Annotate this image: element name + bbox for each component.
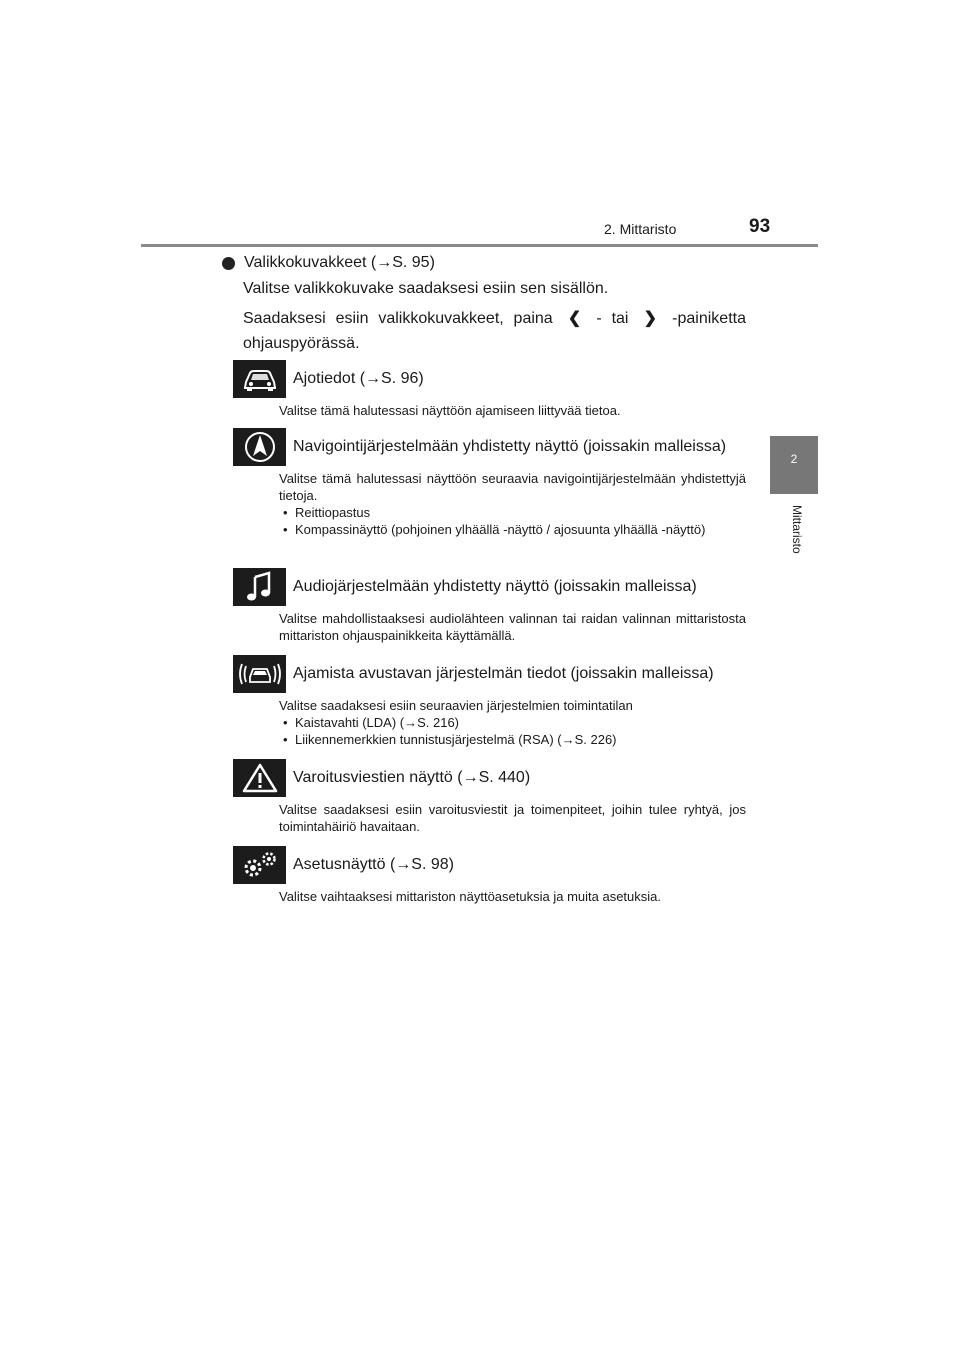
item-title: Asetusnäyttö (→S. 98) [293,856,454,873]
item-description: Valitse vaihtaaksesi mittariston näyttöasetuksia ja muita asetuksia. [279,889,661,904]
intro-heading [222,254,746,272]
item-description: Valitse mahdollistaaksesi audiolähteen valinnan tai raidan valinnan mittaristosta mittariston ohjauspainikkeita käyttämällä. [279,611,746,643]
list-item: • Kaistavahti (LDA) (→S. 216) [279,714,746,731]
compass-icon [233,428,286,466]
item-title: Ajotiedot (→S. 96) [293,370,424,387]
menu-item-settings [233,846,746,905]
intro-line-2-c: -painiketta ohjauspyörässä. [243,310,746,352]
page-number: 93 [749,216,771,237]
driver-assist-icon [233,655,286,693]
section-title: 2. Mittaristo [604,221,677,237]
item-title: Audiojärjestelmään yhdistetty näyttö (joissakin malleissa) [293,578,697,595]
intro-section [222,254,746,356]
item-title: Navigointijärjestelmään yhdistetty näyttö (joissakin malleissa) [293,438,727,455]
item-description-text: Valitse saadaksesi esiin seuraavien järjestelmien toimintatilan [279,698,633,713]
menu-item-drive-info [233,360,746,419]
chapter-tab [770,436,818,494]
chapter-label: Mittaristo [790,505,804,554]
list-item: • Kompassinäyttö (pohjoinen ylhäällä -näyttö / ajosuunta ylhäällä -näyttö) [279,521,746,538]
list-item: • Liikennemerkkien tunnistusjärjestelmä (RSA) (→S. 226) [279,731,746,748]
right-arrow-icon: ❯ [643,310,658,327]
left-arrow-icon: ❮ [567,310,582,327]
gears-icon [233,846,286,884]
car-front-icon [233,360,286,398]
header-divider [141,244,818,247]
bullet-icon [222,257,235,270]
music-note-icon [233,568,286,606]
item-title: Varoitusviestien näyttö (→S. 440) [293,769,531,786]
menu-item-driver-assist [233,655,746,748]
item-description: Valitse saadaksesi esiin varoitusviestit ja toimenpiteet, joihin tulee ryhtyä, jos toimintahäiriö havaitaan. [279,802,746,834]
menu-item-navigation [233,428,746,538]
intro-heading-text: Valikkokuvakkeet (→S. 95) [244,254,435,271]
intro-line-2-b: - tai [596,310,629,327]
item-title: Ajamista avustavan järjestelmän tiedot (joissakin malleissa) [293,665,714,682]
item-description-text: Valitse tämä halutessasi näyttöön seuraavia navigointijärjestelmään yhdistettyjä tietoja. [279,471,746,503]
chapter-number: 2 [790,452,798,466]
intro-line-1: Valitse valikkokuvake saadaksesi esiin sen sisällön. [243,280,609,297]
menu-item-audio [233,568,746,644]
item-description: Valitse tämä halutessasi näyttöön ajamiseen liittyvää tietoa. [279,403,621,418]
warning-triangle-icon [233,759,286,797]
item-description [279,697,746,748]
intro-line-2-a: Saadaksesi esiin valikkokuvakkeet, paina [243,310,553,327]
menu-item-warnings [233,759,746,835]
intro-line-2 [243,306,746,356]
item-description [279,470,746,538]
list-item: • Reittiopastus [279,504,746,521]
